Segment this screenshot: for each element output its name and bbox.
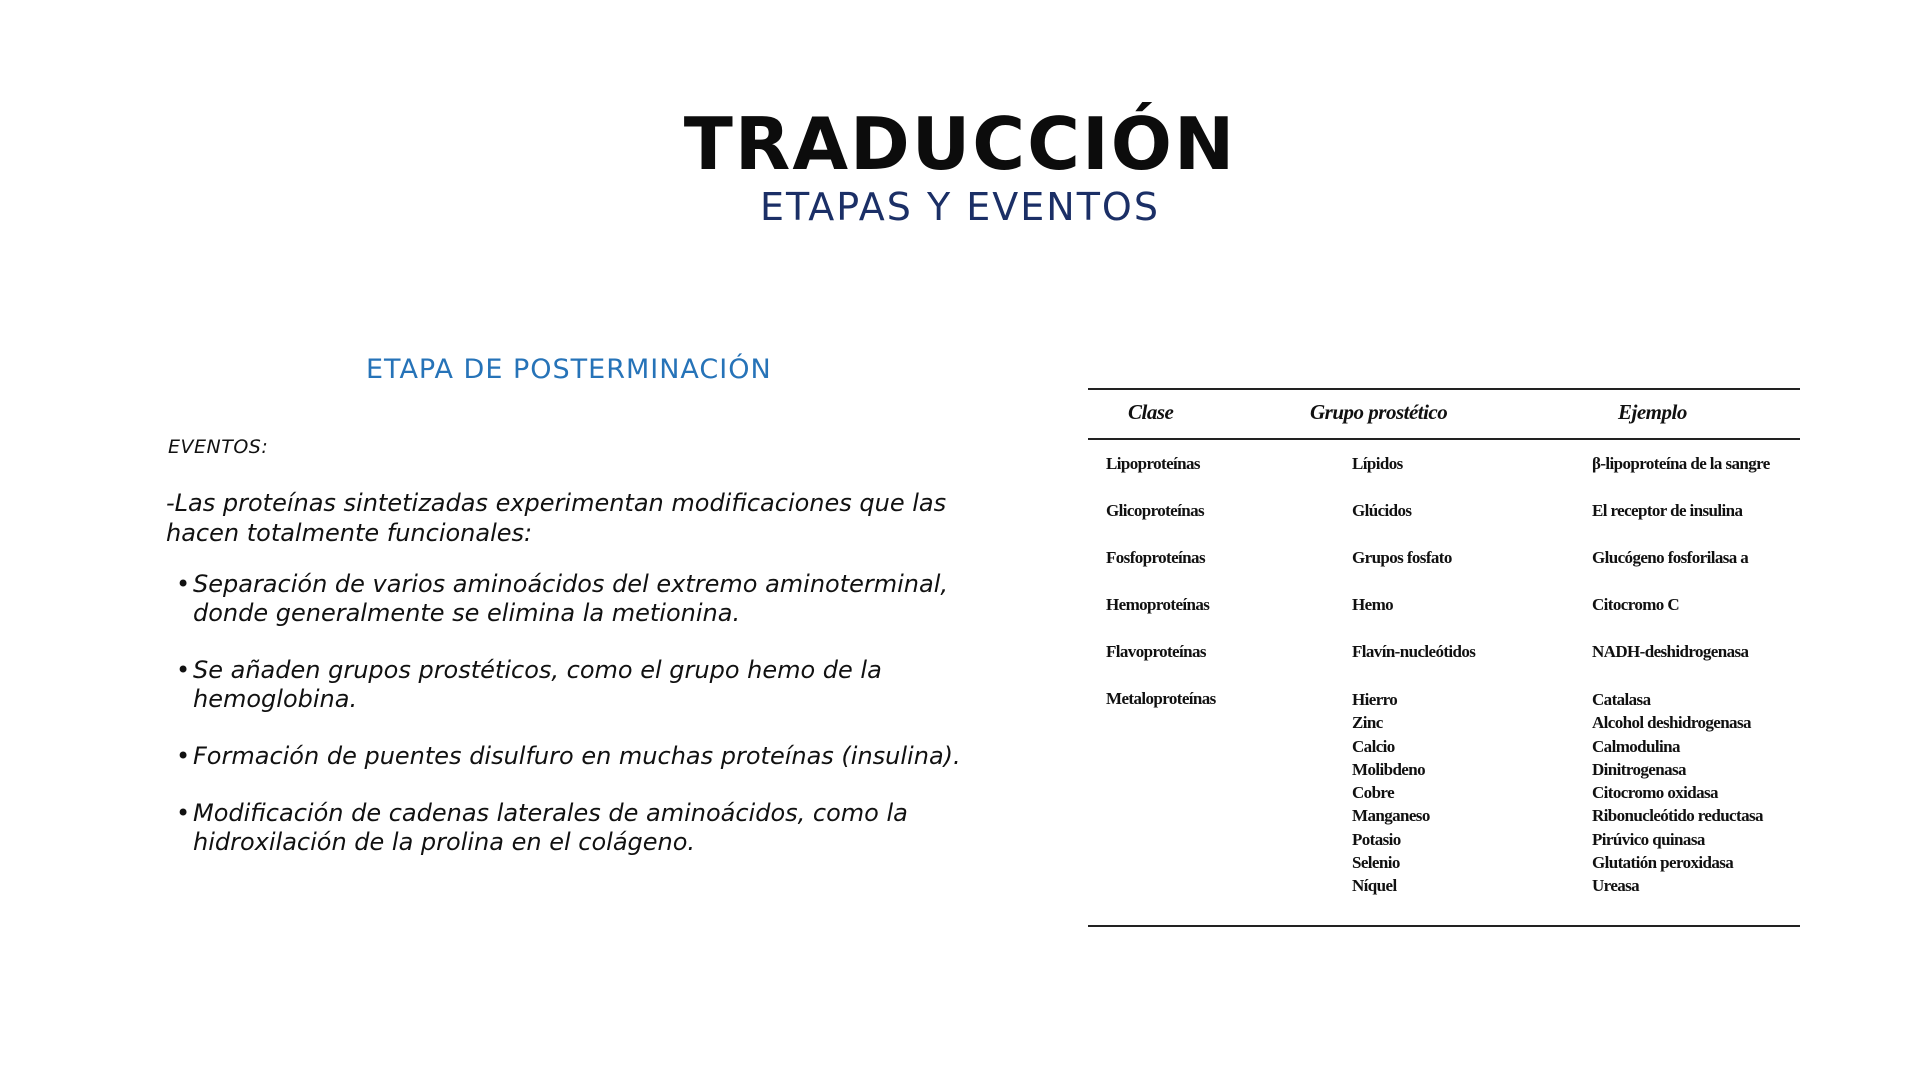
list-item — [176, 656, 996, 714]
table-rule-header — [1088, 438, 1800, 440]
table-cell-grupo: Grupos fosfato — [1352, 548, 1452, 567]
table-cell-grupo: Glúcidos — [1352, 501, 1412, 520]
table-cell-grupo: Hemo — [1352, 595, 1394, 614]
bullet-icon: • — [176, 570, 191, 598]
intro-line: -Las proteínas sintetizadas experimentan modificaciones que las — [166, 489, 947, 517]
list-item-line: Formación de puentes disulfuro en muchas proteínas (insulina). — [193, 742, 961, 770]
list-item: Pirúvico quinasa — [1592, 829, 1705, 849]
metal-groups-list — [1352, 688, 1430, 898]
list-item-line: Se añaden grupos prostéticos, como el grupo hemo de la — [193, 656, 882, 684]
list-item: Níquel — [1352, 876, 1397, 896]
table-cell-ejemplo: Citocromo C — [1592, 595, 1680, 614]
list-item: Zinc — [1352, 713, 1383, 733]
list-item: Citocromo oxidasa — [1592, 783, 1718, 803]
list-item — [176, 570, 996, 628]
page-subtitle: ETAPAS Y EVENTOS — [760, 185, 1160, 229]
list-item: Calmodulina — [1592, 736, 1680, 756]
list-item — [176, 742, 996, 771]
page-title: TRADUCCIÓN — [683, 102, 1237, 186]
table-cell-grupo: Lípidos — [1352, 454, 1403, 473]
intro-line: hacen totalmente funcionales: — [166, 519, 533, 547]
bullet-icon: • — [176, 799, 191, 827]
table-rule-top — [1088, 388, 1800, 390]
list-item-line: donde generalmente se elimina la metionina. — [193, 599, 741, 627]
table-cell-clase: Hemoproteínas — [1106, 595, 1210, 614]
bullet-icon: • — [176, 742, 191, 770]
table-rule-bottom — [1088, 925, 1800, 927]
list-item: Catalasa — [1592, 690, 1651, 709]
table-header-grupo: Grupo prostético — [1310, 400, 1448, 424]
metal-examples-list — [1592, 688, 1763, 898]
table-cell-ejemplo: El receptor de insulina — [1592, 501, 1743, 520]
bullet-icon: • — [176, 656, 191, 684]
list-item: Manganeso — [1352, 806, 1430, 826]
table-cell-ejemplo: NADH-deshidrogenasa — [1592, 642, 1749, 661]
events-label: EVENTOS: — [168, 436, 269, 458]
list-item: Selenio — [1352, 853, 1400, 873]
list-item: Molibdeno — [1352, 759, 1426, 779]
list-item: Dinitrogenasa — [1592, 759, 1686, 779]
table-header-ejemplo: Ejemplo — [1618, 400, 1687, 424]
list-item — [176, 799, 996, 857]
list-item: Ribonucleótido reductasa — [1592, 806, 1763, 826]
list-item: Cobre — [1352, 783, 1395, 803]
events-list — [176, 570, 996, 885]
list-item: Hierro — [1352, 690, 1398, 709]
section-title: ETAPA DE POSTERMINACIÓN — [366, 354, 772, 385]
list-item: Calcio — [1352, 736, 1395, 756]
table-header-clase: Clase — [1128, 400, 1174, 424]
table-cell-clase: Metaloproteínas — [1106, 689, 1216, 708]
table-cell-ejemplo: β-lipoproteína de la sangre — [1592, 454, 1770, 473]
list-item: Potasio — [1352, 829, 1401, 849]
table-cell-clase: Glicoproteínas — [1106, 501, 1205, 520]
list-item: Ureasa — [1592, 876, 1640, 896]
table-cell-clase: Flavoproteínas — [1106, 642, 1206, 661]
table-cell-grupo: Flavín-nucleótidos — [1352, 642, 1476, 661]
prosthetic-groups-table — [1088, 388, 1800, 928]
list-item: Glutatión peroxidasa — [1592, 853, 1734, 873]
table-cell-clase: Lipoproteínas — [1106, 454, 1200, 473]
list-item: Alcohol deshidrogenasa — [1592, 713, 1751, 733]
intro-paragraph — [166, 488, 986, 548]
table-cell-clase: Fosfoproteínas — [1106, 548, 1205, 567]
list-item-line: Separación de varios aminoácidos del extremo aminoterminal, — [193, 570, 949, 598]
list-item-line: hidroxilación de la prolina en el colágeno. — [193, 828, 696, 856]
list-item-line: Modificación de cadenas laterales de aminoácidos, como la — [193, 799, 908, 827]
table-cell-ejemplo: Glucógeno fosforilasa a — [1592, 548, 1749, 567]
list-item-line: hemoglobina. — [193, 685, 358, 713]
